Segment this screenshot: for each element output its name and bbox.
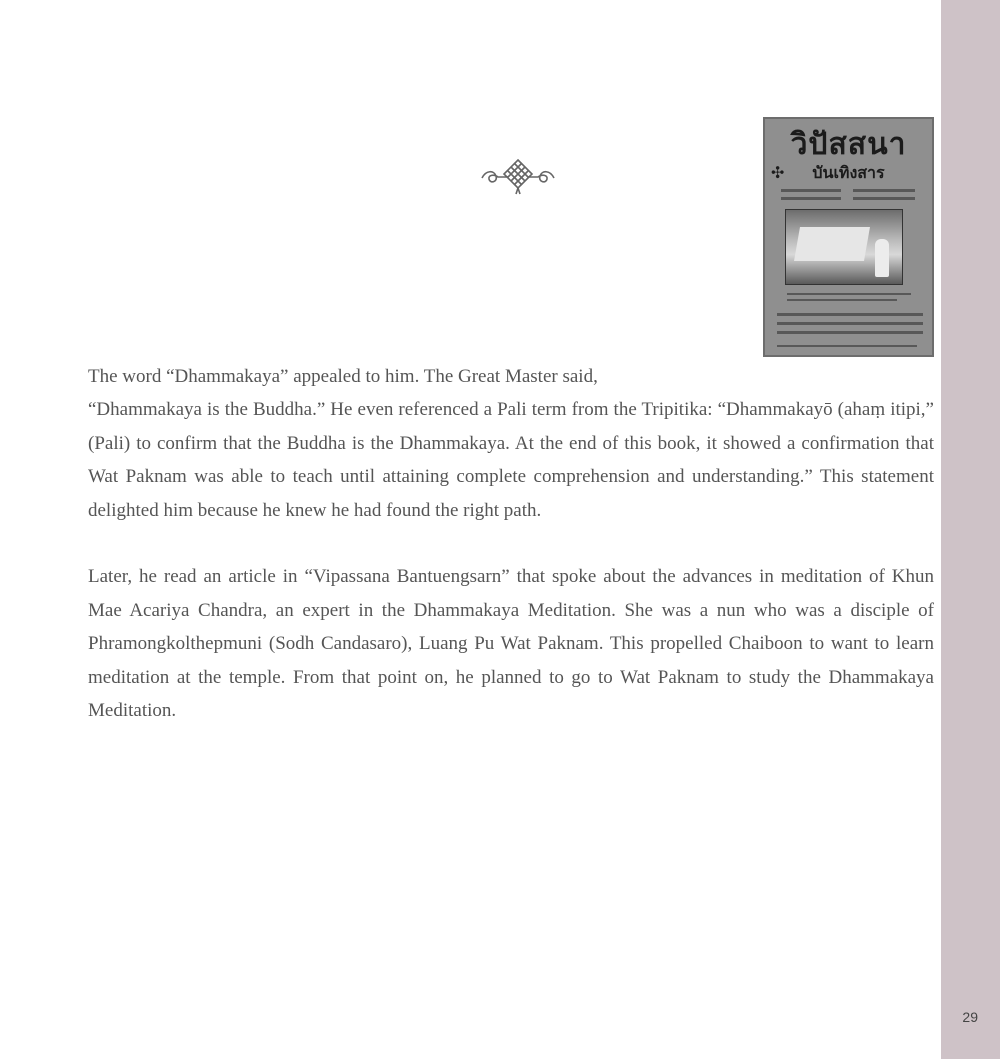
cover-photo-figure <box>875 239 889 277</box>
cover-subtitle: บันเทิงสาร <box>812 163 885 182</box>
endless-knot-ornament-icon <box>480 156 556 196</box>
cover-photo-cloth <box>794 227 870 261</box>
cover-text-line <box>777 313 923 316</box>
cover-text-line <box>781 197 841 200</box>
paragraph-1: “Dhammakaya is the Buddha.” He even referenced a Pali term from the Tripitika: “Dhammakayō (ahaṃ itipi,” (Pali) to confirm that the Buddha is the Dhammakaya. At the end of this book, it showed a confirmation that Wat Paknam was able to teach until attaining complete comprehension and understanding.” This statement delighted him because he knew he had found the right path. <box>88 399 934 521</box>
cover-cross-icon: ✣ <box>771 163 785 182</box>
paragraph-1-first-line: The word “Dhammakaya” appealed to him. The Great Master said, <box>88 366 598 387</box>
cover-text-line <box>853 197 915 200</box>
cover-photo <box>785 209 903 285</box>
magazine-cover-image <box>763 117 934 357</box>
cover-text-line <box>787 293 911 295</box>
cover-title: วิปัสสนา <box>790 127 907 162</box>
cover-text-line <box>781 189 841 192</box>
cover-text-line <box>777 322 923 325</box>
cover-text-line <box>777 345 917 347</box>
side-band <box>941 0 1000 1059</box>
cover-text-line <box>787 299 897 301</box>
paragraph-2: Later, he read an article in “Vipassana Bantuengsarn” that spoke about the advances in meditation of Khun Mae Acariya Chandra, an expert in the Dhammakaya Meditation. She was a nun who was a disciple of Phramongkolthepmuni (Sodh Candasaro), Luang Pu Wat Paknam. This propelled Chaiboon to want to learn meditation at the temple. From that point on, he planned to go to Wat Paknam to study the Dhammakaya Meditation. <box>88 566 934 721</box>
page-number: 29 <box>962 1009 978 1025</box>
cover-text-line <box>853 189 915 192</box>
cover-text-line <box>777 331 923 334</box>
